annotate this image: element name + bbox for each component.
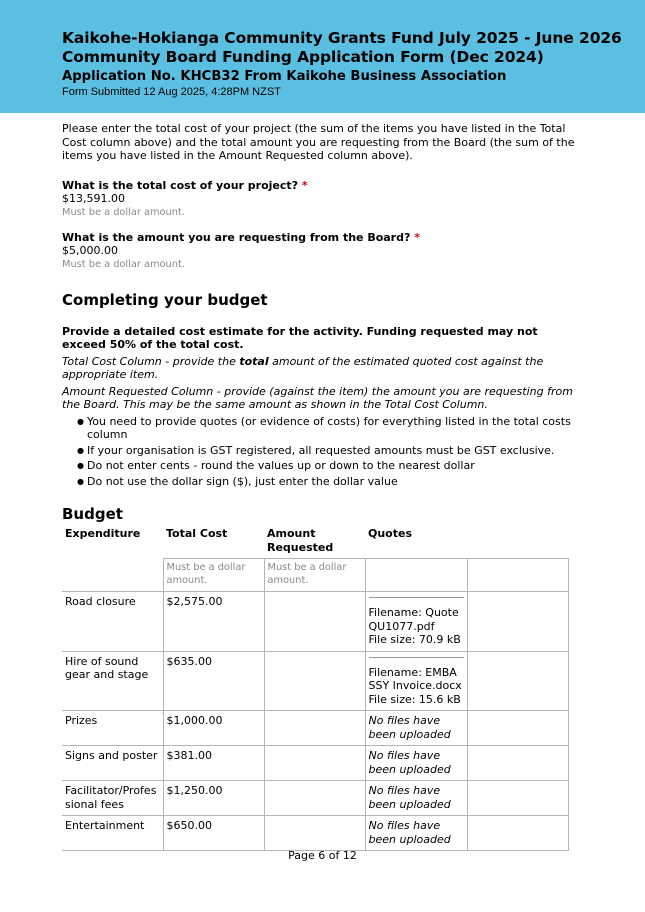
table-cell — [467, 816, 568, 851]
amount-requested-cell — [264, 816, 365, 851]
amount-requested-cell — [264, 711, 365, 746]
expenditure-cell: Hire of sound gear and stage — [62, 651, 163, 711]
quotes-cell — [365, 651, 467, 711]
column-header-quotes: Quotes — [368, 527, 413, 540]
table-header-row — [62, 524, 568, 559]
file-name: Filename: Quote QU1077.pdf — [368, 606, 459, 633]
question-label: What is the amount you are requesting from the Board? * — [62, 230, 420, 244]
expenditure-cell: Entertainment — [62, 816, 163, 851]
expenditure-cell: Facilitator/Profes sional fees — [62, 781, 163, 816]
amount-requested-note: Amount Requested Column - provide (against the item) the amount you are requesting from the Board. This may be the same amount as shown in the Total Cost Column. — [62, 384, 573, 411]
section-title-budget: Budget — [62, 505, 123, 523]
table-row — [62, 592, 568, 652]
section-title-completing-budget: Completing your budget — [62, 290, 268, 309]
table-row — [62, 711, 568, 746]
quotes-cell: No files have been uploaded — [365, 781, 467, 816]
table-cell — [467, 592, 568, 652]
amount-requested-cell — [264, 746, 365, 781]
form-header — [0, 0, 645, 113]
file-size: File size: 70.9 kB — [368, 633, 461, 646]
file-link[interactable] — [369, 657, 464, 707]
total-cost-cell: $381.00 — [163, 746, 264, 781]
total-cost-hint: Must be a dollar amount. — [163, 559, 264, 592]
column-header-amount-requested: Amount Requested — [267, 527, 334, 554]
column-header-expenditure: Expenditure — [65, 527, 141, 540]
amount-requested-cell — [264, 592, 365, 652]
total-cost-cell: $635.00 — [163, 651, 264, 711]
total-cost-cell: $1,000.00 — [163, 711, 264, 746]
quotes-cell — [365, 592, 467, 652]
file-name: Filename: EMBA SSY Invoice.docx — [368, 665, 462, 692]
amount-requested-cell — [264, 781, 365, 816]
table-cell — [467, 711, 568, 746]
amount-requested-cell — [264, 651, 365, 711]
required-mark: * — [301, 178, 308, 192]
expenditure-cell: Prizes — [62, 711, 163, 746]
application-number: Application No. KHCB32 From Kaikohe Business Association — [62, 69, 507, 84]
form-title-line1: Kaikohe-Hokianga Community Grants Fund July 2025 - June 2026 — [62, 29, 622, 47]
table-cell — [467, 651, 568, 711]
page-number: Page 6 of 12 — [288, 849, 357, 862]
file-link[interactable] — [369, 597, 464, 647]
budget-table — [62, 524, 569, 851]
submitted-timestamp: Form Submitted 12 Aug 2025, 4:28PM NZST — [62, 86, 281, 98]
intro-paragraph: Please enter the total cost of your project (the sum of the items you have listed in the Total Cost column above) and the total amount you are requesting from the Board (the sum of the items you have listed in the Amount Requested column above). — [62, 122, 575, 162]
question-label: What is the total cost of your project? * — [62, 178, 308, 192]
file-size: File size: 15.6 kB — [368, 692, 461, 706]
column-header-total-cost: Total Cost — [166, 527, 228, 540]
quotes-cell: No files have been uploaded — [365, 746, 467, 781]
table-cell — [467, 746, 568, 781]
field-hint: Must be a dollar amount. — [62, 206, 185, 218]
quotes-cell: No files have been uploaded — [365, 816, 467, 851]
amount-requested-hint: Must be a dollar amount. — [264, 559, 365, 592]
total-cost-cell: $2,575.00 — [163, 592, 264, 652]
quotes-cell: No files have been uploaded — [365, 711, 467, 746]
table-cell — [467, 781, 568, 816]
list-item: ● If your organisation is GST registered, all requested amounts must be GST exclusive. — [77, 444, 582, 458]
answer-value: $5,000.00 — [62, 244, 118, 257]
total-cost-cell: $650.00 — [163, 816, 264, 851]
table-cell — [365, 559, 467, 592]
answer-value: $13,591.00 — [62, 192, 125, 205]
total-cost-cell: $1,250.00 — [163, 781, 264, 816]
question-total-cost — [62, 179, 582, 219]
expenditure-cell: Road closure — [62, 592, 163, 652]
list-item: ● Do not enter cents - round the values up or down to the nearest dollar — [77, 459, 582, 473]
form-title-line2: Community Board Funding Application Form (Dec 2024) — [62, 48, 544, 66]
form-content — [62, 122, 582, 523]
expenditure-cell: Signs and poster — [62, 746, 163, 781]
total-cost-note: Total Cost Column - provide the total amount of the estimated quoted cost against the appropriate item. — [62, 354, 544, 381]
table-cell — [62, 559, 163, 592]
table-row — [62, 781, 568, 816]
table-hint-row — [62, 559, 568, 592]
field-hint: Must be a dollar amount. — [62, 258, 185, 270]
list-item: ● Do not use the dollar sign ($), just enter the dollar value — [77, 475, 582, 489]
table-row — [62, 816, 568, 851]
table-cell — [467, 559, 568, 592]
required-mark: * — [414, 230, 420, 244]
column-header-empty — [467, 524, 568, 559]
list-item: ● You need to provide quotes (or evidence of costs) for everything listed in the total costs column — [77, 415, 582, 442]
question-amount-requested — [62, 231, 582, 271]
table-row — [62, 746, 568, 781]
budget-guidelines-list — [77, 415, 582, 489]
budget-instruction: Provide a detailed cost estimate for the activity. Funding requested may not exceed 50% of the total cost. — [62, 324, 538, 351]
table-row — [62, 651, 568, 711]
